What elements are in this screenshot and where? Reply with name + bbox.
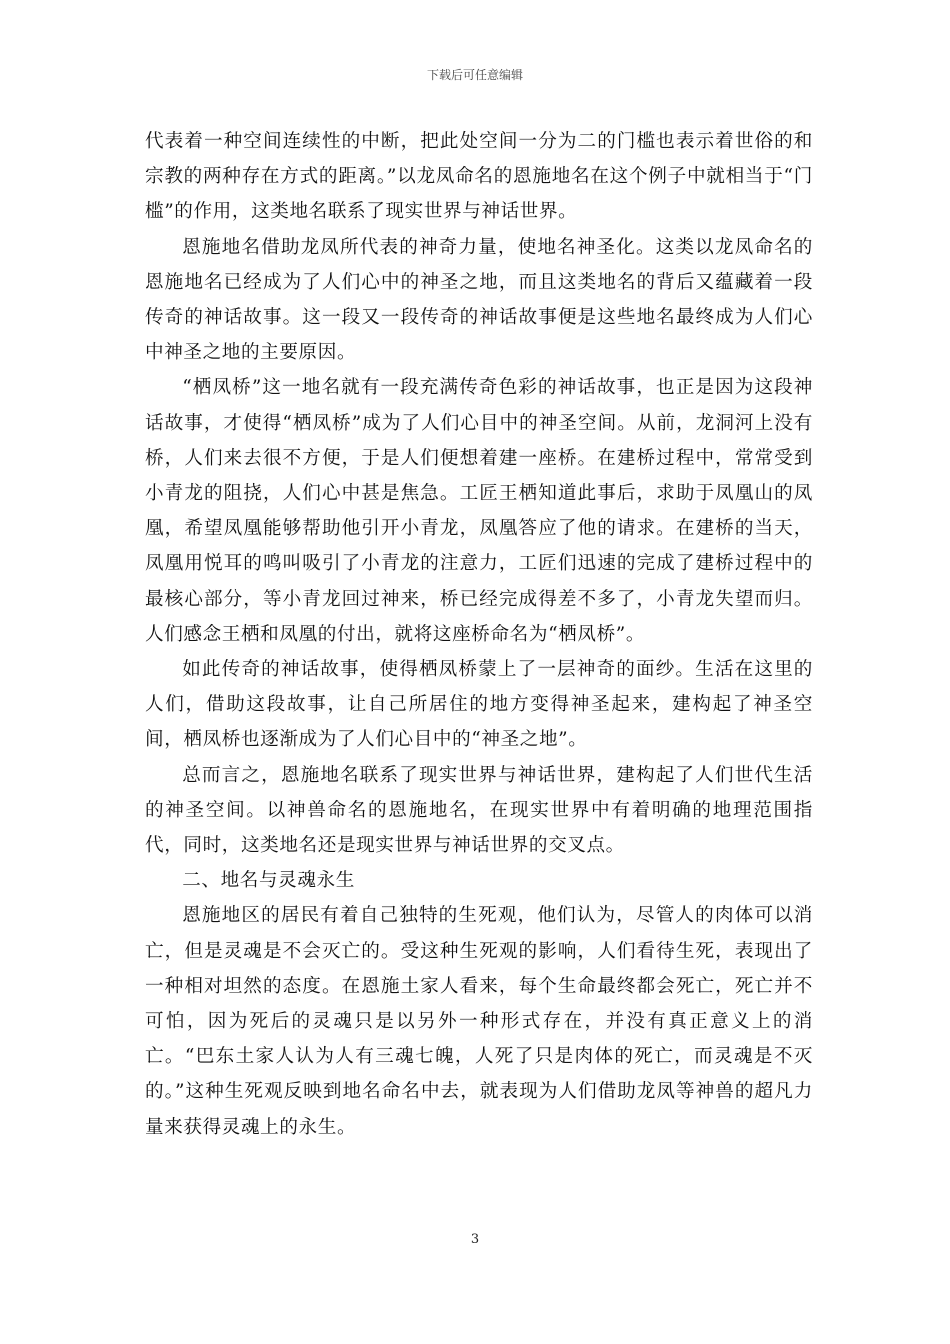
page-number: 3 [470,1232,480,1247]
paragraph: “栖凤桥”这一地名就有一段充满传奇色彩的神话故事，也正是因为这段神话故事，才使得“栖凤桥”成为了人们心目中的神圣空间。从前，龙洞河上没有桥，人们来去很不方便，于是人们便想着建一座桥。在建桥过程中，常常受到小青龙的阻挠，人们心中甚是焦急。工匠王栖知道此事后，求助于凤凰山的凤凰，希望凤凰能够帮助他引开小青龙，凤凰答应了他的请求。在建桥的当天，凤凰用悦耳的鸣叫吸引了小青龙的注意力，工匠们迅速的完成了建桥过程中的最核心部分，等小青龙回过神来，桥已经完成得差不多了，小青龙失望而归。人们感念王栖和凤凰的付出，就将这座桥命名为“栖凤桥”。 [145,377,813,645]
paragraph: 总而言之，恩施地名联系了现实世界与神话世界，建构起了人们世代生活的神圣空间。以神兽命名的恩施地名，在现实世界中有着明确的地理范围指代，同时，这类地名还是现实世界与神话世界的交叉点。 [145,764,813,857]
body-text [145,124,813,1145]
paragraph: 恩施地名借助龙凤所代表的神奇力量，使地名神圣化。这类以龙凤命名的恩施地名已经成为了人们心中的神圣之地，而且这类地名的背后又蕴藏着一段传奇的神话故事。这一段又一段传奇的神话故事便是这些地名最终成为人们心中神圣之地的主要原因。 [145,236,813,364]
paragraph: 恩施地区的居民有着自己独特的生死观，他们认为，尽管人的肉体可以消亡，但是灵魂是不会灭亡的。受这种生死观的影响，人们看待生死，表现出了一种相对坦然的态度。在恩施土家人看来，每个生命最终都会死亡，死亡并不可怕，因为死后的灵魂只是以另外一种形式存在，并没有真正意义上的消亡。“巴东土家人认为人有三魂七魄，人死了只是肉体的死亡，而灵魂是不灭的。”这种生死观反映到地名命名中去，就表现为人们借助龙凤等神兽的超凡力量来获得灵魂上的永生。 [145,905,813,1138]
paragraph: 如此传奇的神话故事，使得栖凤桥蒙上了一层神奇的面纱。生活在这里的人们，借助这段故事，让自己所居住的地方变得神圣起来，建构起了神圣空间，栖凤桥也逐渐成为了人们心目中的“神圣之地”。 [145,659,813,751]
page-header: 下载后可任意编辑 [426,68,523,82]
paragraph-continuation: 代表着一种空间连续性的中断，把此处空间一分为二的门槛也表示着世俗的和宗教的两种存在方式的距离。”以龙凤命名的恩施地名在这个例子中就相当于“门槛”的作用，这类地名联系了现实世界与神话世界。 [145,131,813,223]
section-heading: 二、地名与灵魂永生 [182,870,355,892]
